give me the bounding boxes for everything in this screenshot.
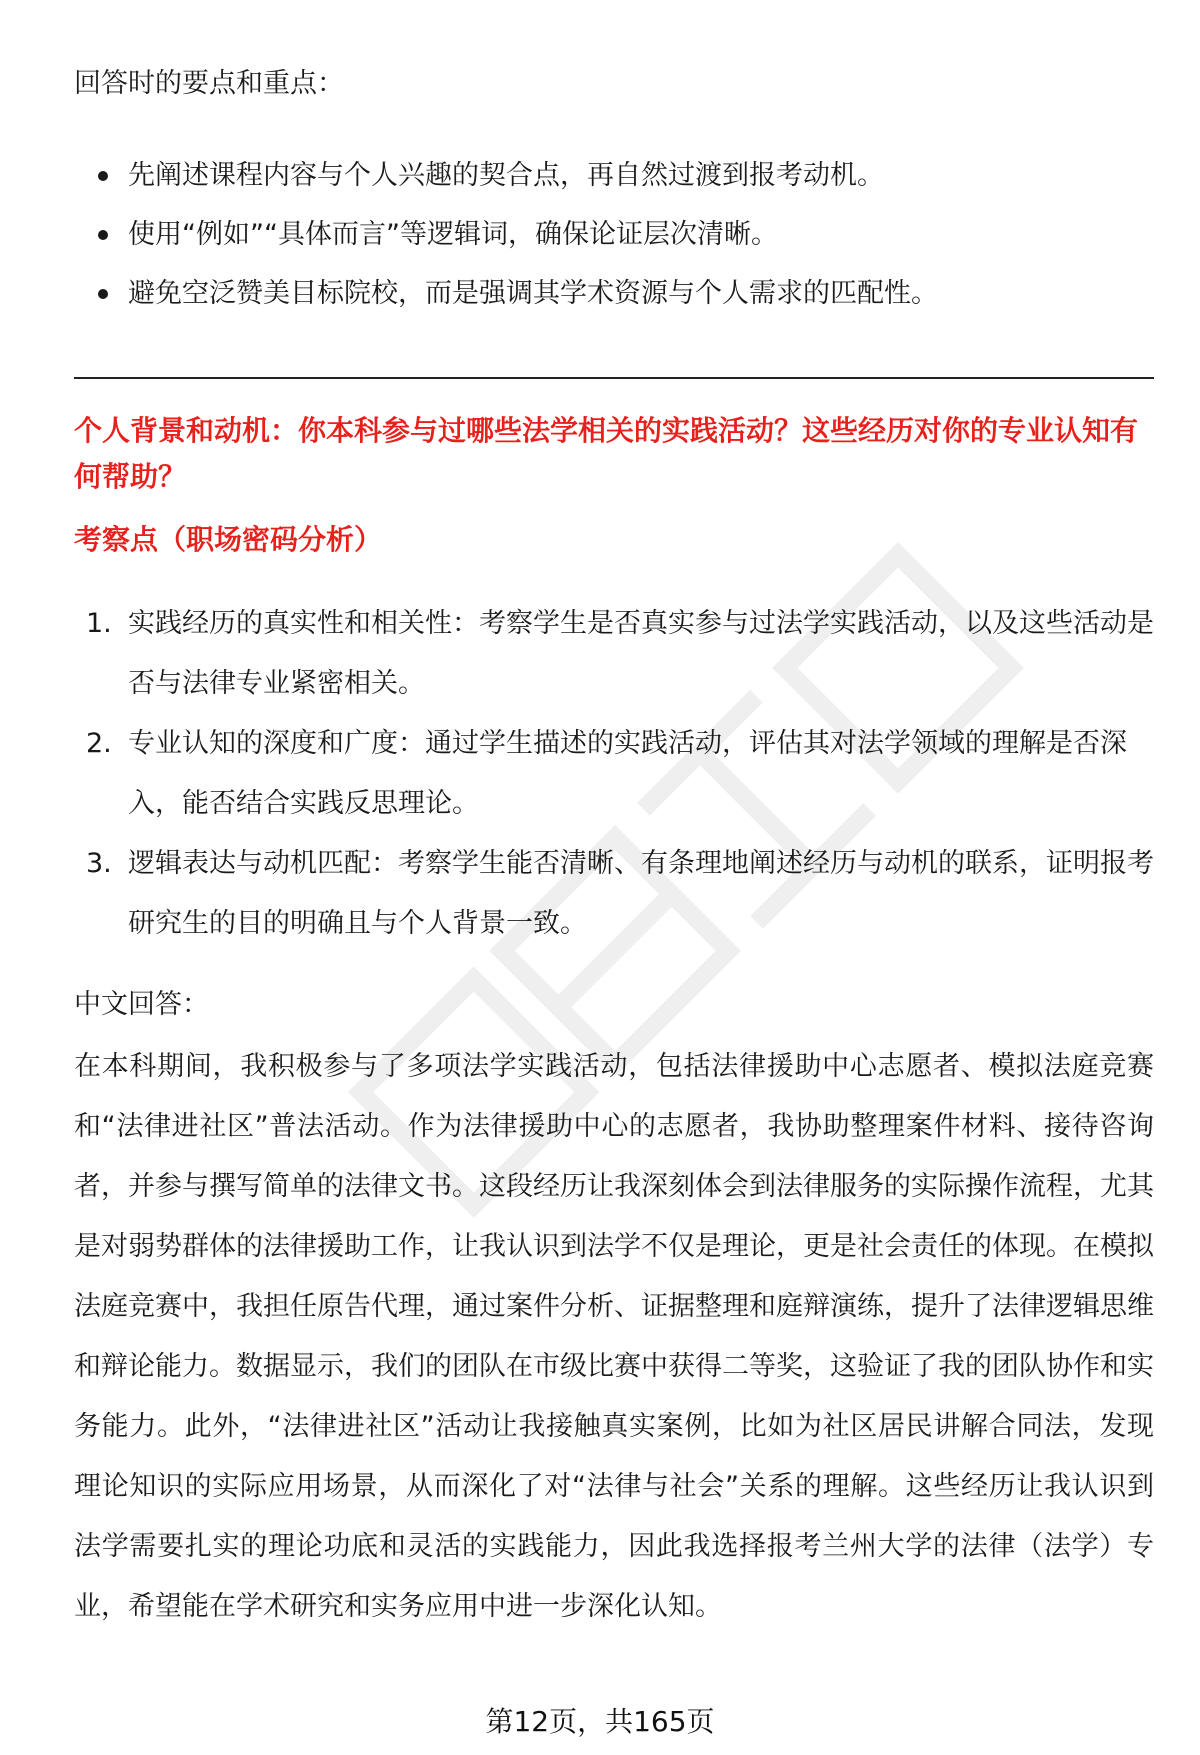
list-item-text: 专业认知的深度和广度：通过学生描述的实践活动，评估其对法学领域的理解是否深入，能否结合实践反思理论。 [128, 728, 1127, 819]
bullet-icon [98, 171, 108, 181]
assessment-points-list [74, 594, 1154, 954]
intro-heading: 回答时的要点和重点： [74, 68, 344, 99]
list-number: 3. [86, 848, 112, 879]
section-question: 个人背景和动机：你本科参与过哪些法学相关的实践活动？这些经历对你的专业认知有何帮助？ [74, 414, 1139, 493]
list-item [74, 156, 1154, 196]
bullet-icon [98, 230, 108, 240]
list-item-text: 避免空泛赞美目标院校，而是强调其学术资源与个人需求的匹配性。 [128, 278, 938, 309]
page-number: 第12页，共165页 [485, 1705, 715, 1738]
answer-label: 中文回答： [74, 989, 209, 1020]
list-item-text: 使用“例如”“具体而言”等逻辑词，确保论证层次清晰。 [128, 219, 778, 250]
list-number: 1. [86, 608, 112, 639]
list-item-text: 实践经历的真实性和相关性：考察学生是否真实参与过法学实践活动，以及这些活动是否与法律专业紧密相关。 [128, 608, 1154, 699]
answer-paragraph: 在本科期间，我积极参与了多项法学实践活动，包括法律援助中心志愿者、模拟法庭竞赛和“法律进社区”普法活动。作为法律援助中心的志愿者，我协助整理案件材料、接待咨询者，并参与撰写简单的法律文书。这段经历让我深刻体会到法律服务的实际操作流程，尤其是对弱势群体的法律援助工作，让我认识到法学不仅是理论，更是社会责任的体现。在模拟法庭竞赛中，我担任原告代理，通过案件分析、证据整理和庭辩演练，提升了法律逻辑思维和辩论能力。数据显示，我们的团队在市级比赛中获得二等奖，这验证了我的团队协作和实务能力。此外，“法律进社区”活动让我接触真实案例，比如为社区居民讲解合同法，发现理论知识的实际应用场景，从而深化了对“法律与社会”关系的理解。这些经历让我认识到法学需要扎实的理论功底和灵活的实践能力，因此我选择报考兰州大学的法律（法学）专业，希望能在学术研究和实务应用中进一步深化认知。 [74, 1051, 1154, 1622]
list-item-text: 逻辑表达与动机匹配：考察学生能否清晰、有条理地阐述经历与动机的联系，证明报考研究生的目的明确且与个人背景一致。 [128, 848, 1154, 939]
list-item [74, 594, 1154, 714]
list-number: 2. [86, 728, 112, 759]
list-item [74, 714, 1154, 834]
intro-bullet-list [74, 156, 1154, 333]
bullet-icon [98, 289, 108, 299]
section-divider [74, 377, 1154, 379]
list-item-text: 先阐述课程内容与个人兴趣的契合点，再自然过渡到报考动机。 [128, 160, 884, 191]
section-subheading: 考察点（职场密码分析） [74, 523, 383, 556]
list-item [74, 215, 1154, 255]
document-page [74, 0, 1154, 1755]
list-item [74, 274, 1154, 314]
list-item [74, 834, 1154, 954]
